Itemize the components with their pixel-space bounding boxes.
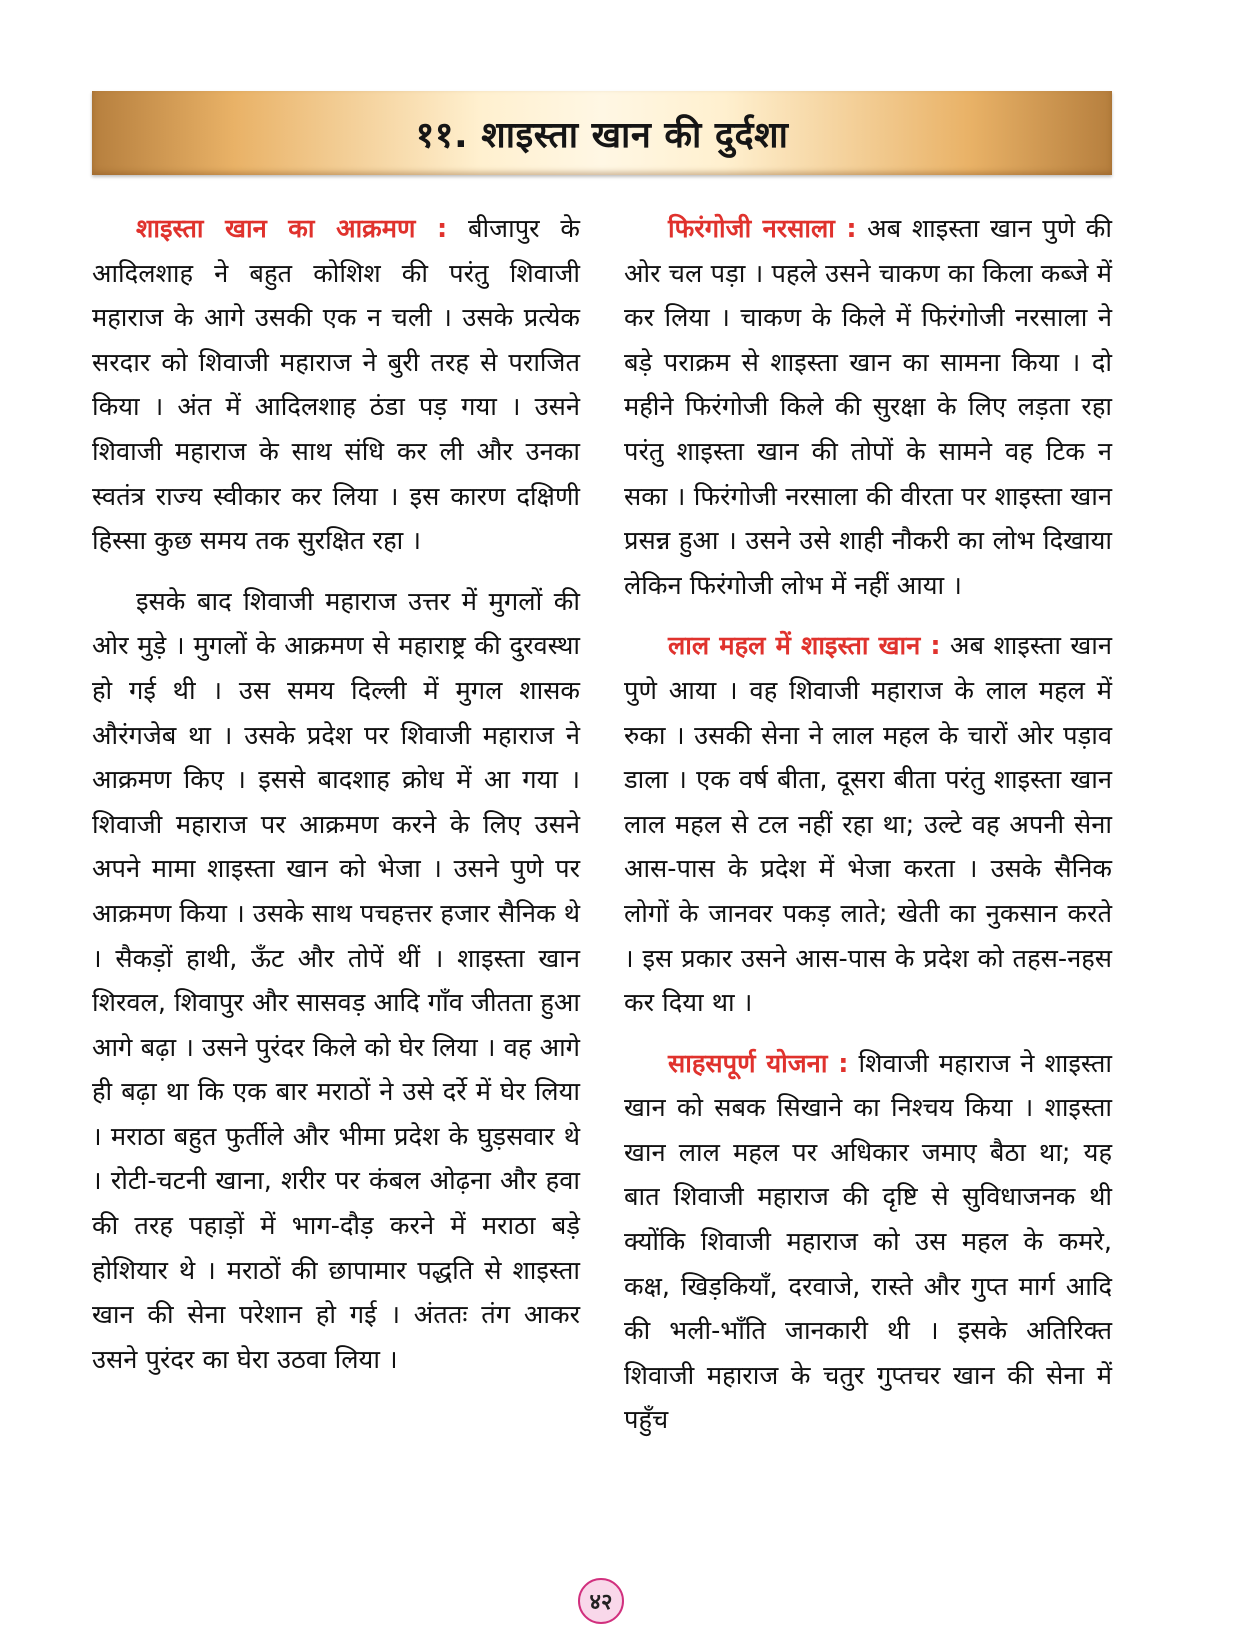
section-heading-shaista-attack: शाइस्ता खान का आक्रमण :	[136, 214, 448, 244]
paragraph-text: अब शाइस्ता खान पुणे की ओर चल पड़ा । पहले उसने चाकण का किला कब्जे में कर लिया । चाकण के किले में फिरंगोजी नरसाला ने बड़े पराक्रम से शाइस्ता खान का सामना किया । दो महीने फिरंगोजी किले की सुरक्षा के लिए लड़ता रहा परंतु शाइस्ता खान की तोपों के सामने वह टिक न सका । फिरंगोजी नरसाला की वीरता पर शाइस्ता खान प्रसन्न हुआ । उसने उसे शाही नौकरी का लोभ दिखाया लेकिन फिरंगोजी लोभ में नहीं आया ।	[624, 214, 1112, 601]
right-column	[624, 207, 1112, 1459]
page-number-badge	[578, 1578, 624, 1624]
paragraph-text: बीजापुर के आदिलशाह ने बहुत कोशिश की परंतु शिवाजी महाराज के आगे उसकी एक न चली । उसके प्रत्येक सरदार को शिवाजी महाराज ने बुरी तरह से पराजित किया । अंत में आदिलशाह ठंडा पड़ गया । उसने शिवाजी महाराज के साथ संधि कर ली और उनका स्वतंत्र राज्य स्वीकार कर लिया । इस कारण दक्षिणी हिस्सा कुछ समय तक सुरक्षित रहा ।	[92, 214, 580, 557]
paragraph-text: अब शाइस्ता खान पुणे आया । वह शिवाजी महाराज के लाल महल में रुका । उसकी सेना ने लाल महल के चारों ओर पड़ाव डाला । एक वर्ष बीता, दूसरा बीता परंतु शाइस्ता खान लाल महल से टल नहीं रहा था; उल्टे वह अपनी सेना आस-पास के प्रदेश में भेजा करता । उसके सैनिक लोगों के जानवर पकड़ लाते; खेती का नुकसान करते । इस प्रकार उसने आस-पास के प्रदेश को तहस-नहस कर दिया था ।	[624, 631, 1112, 1019]
paragraph-mughal-campaign	[92, 580, 580, 1383]
chapter-title-banner	[92, 91, 1112, 175]
paragraph-lal-mahal	[624, 624, 1112, 1025]
paragraph-bold-plan	[624, 1042, 1112, 1443]
paragraph-text: शिवाजी महाराज ने शाइस्ता खान को सबक सिखाने का निश्चय किया । शाइस्ता खान लाल महल पर अधिकार जमाए बैठा था; यह बात शिवाजी महाराज की दृष्टि से सुविधाजनक थी क्योंकि शिवाजी महाराज को उस महल के कमरे, कक्ष, खिड़कियाँ, दरवाजे, रास्ते और गुप्त मार्ग आदि की भली-भाँति जानकारी थी । इसके अतिरिक्त शिवाजी महाराज के चतुर गुप्तचर खान की सेना में पहुँच	[624, 1048, 1112, 1436]
section-heading-firangoji: फिरंगोजी नरसाला :	[668, 214, 857, 244]
paragraph-firangoji	[624, 207, 1112, 608]
chapter-title: ११. शाइस्ता खान की दुर्दशा	[415, 114, 789, 156]
paragraph-shaista-attack	[92, 207, 580, 564]
page-number: ४२	[589, 1590, 613, 1615]
section-heading-bold-plan: साहसपूर्ण योजना :	[668, 1048, 849, 1079]
left-column	[92, 207, 580, 1398]
paragraph-text: इसके बाद शिवाजी महाराज उत्तर में मुगलों की ओर मुड़े । मुगलों के आक्रमण से महाराष्ट्र की दुरवस्था हो गई थी । उस समय दिल्ली में मुगल शासक औरंगजेब था । उसके प्रदेश पर शिवाजी महाराज ने आक्रमण किए । इससे बादशाह क्रोध में आ गया । शिवाजी महाराज पर आक्रमण करने के लिए उसने अपने मामा शाइस्ता खान को भेजा । उसने पुणे पर आक्रमण किया । उसके साथ पचहत्तर हजार सैनिक थे । सैकड़ों हाथी, ऊँट और तोपें थीं । शाइस्ता खान शिरवल, शिवापुर और सासवड़ आदि गाँव जीतता हुआ आगे बढ़ा । उसने पुरंदर किले को घेर लिया । वह आगे ही बढ़ा था कि एक बार मराठों ने उसे दर्रे में घेर लिया । मराठा बहुत फुर्तीले और भीमा प्रदेश के घुड़सवार थे । रोटी-चटनी खाना, शरीर पर कंबल ओढ़ना और हवा की तरह पहाड़ों में भाग-दौड़ करने में मराठा बड़े होशियार थे । मराठों की छापामार पद्धति से शाइस्ता खान की सेना परेशान हो गई । अंततः तंग आकर उसने पुरंदर का घेरा उठवा लिया ।	[92, 586, 580, 1375]
section-heading-lal-mahal: लाल महल में शाइस्ता खान :	[668, 631, 941, 662]
